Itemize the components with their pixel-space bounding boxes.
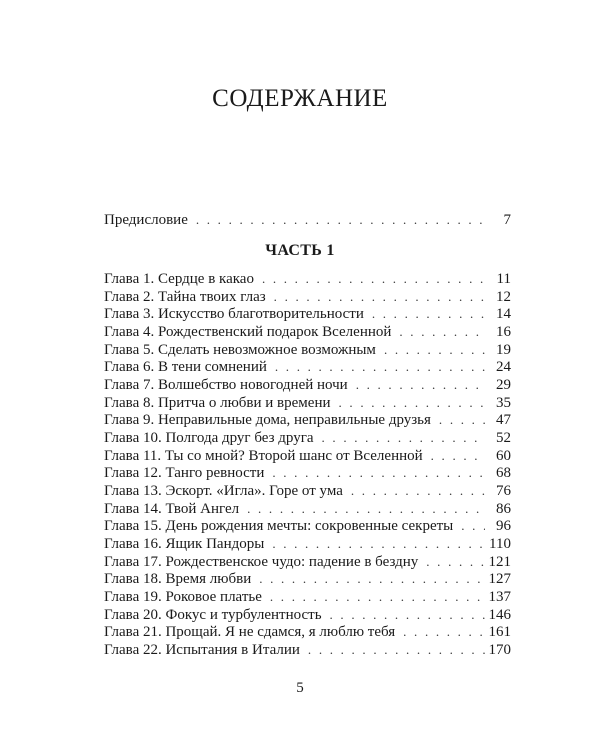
toc-entry-label: Глава 14. Твой Ангел <box>104 499 247 519</box>
part-heading: ЧАСТЬ 1 <box>265 242 335 259</box>
toc-entry-page: 146 <box>488 606 511 623</box>
toc-entry-page: 137 <box>488 589 511 605</box>
toc-entry-label: Глава 13. Эскорт. «Игла». Горе от ума <box>104 481 351 501</box>
page-number: 5 <box>296 680 304 696</box>
toc-entry-page: 170 <box>488 642 511 658</box>
toc-entry-page: 96 <box>496 518 511 535</box>
toc-entry-label: Глава 20. Фокус и турбулентность <box>104 605 330 625</box>
toc-entry-label: Глава 12. Танго ревности <box>104 463 272 483</box>
toc-entry-chapter <box>104 640 511 660</box>
toc-entry-label: Глава 6. В тени сомнений <box>104 357 275 377</box>
toc-entry-label: Глава 9. Неправильные дома, неправильные друзья <box>104 410 439 430</box>
toc-entry-label: Глава 4. Рождественский подарок Вселенной <box>104 322 399 342</box>
toc-entry-page: 16 <box>496 324 511 340</box>
toc-entry-label: Глава 22. Испытания в Италии <box>104 640 308 660</box>
toc-entry-label: Глава 1. Сердце в какао <box>104 269 262 289</box>
toc-entry-page: 110 <box>489 536 511 552</box>
toc-entry-preface <box>104 210 511 230</box>
toc-entry-page: 60 <box>496 447 511 464</box>
toc-entry-label: Глава 21. Прощай. Я не сдамся, я люблю тебя <box>104 622 403 642</box>
toc-entry-page: 121 <box>488 553 511 570</box>
toc-entry-page: 12 <box>496 288 511 305</box>
toc-entry-page: 7 <box>503 212 511 228</box>
toc-entry-label: Глава 18. Время любви <box>104 569 259 589</box>
toc-entry-page: 47 <box>496 412 511 429</box>
toc-entry-page: 86 <box>496 500 511 517</box>
dot-leader <box>196 210 485 230</box>
toc-entry-page: 19 <box>496 341 511 358</box>
toc-entry-page: 14 <box>496 306 511 323</box>
toc-entry-label: Глава 16. Ящик Пандоры <box>104 534 272 554</box>
toc-entry-label: Глава 3. Искусство благотворительности <box>104 304 372 324</box>
toc-entry-label: Глава 5. Сделать невозможное возможным <box>104 340 384 360</box>
toc-entry-page: 29 <box>496 377 511 393</box>
toc-entry-label: Глава 10. Полгода друг без друга <box>104 428 322 448</box>
toc-entry-label: Глава 17. Рождественское чудо: падение в бездну <box>104 552 426 572</box>
toc-entry-page: 127 <box>488 571 511 588</box>
dot-leader <box>308 640 485 660</box>
toc-entry-page: 52 <box>496 430 511 446</box>
toc-entry-page: 76 <box>496 483 511 499</box>
toc-entry-label: Глава 11. Ты со мной? Второй шанс от Вселенной <box>104 446 431 466</box>
toc-entry-label: Глава 15. День рождения мечты: сокровенные секреты <box>104 516 461 536</box>
page-title: СОДЕРЖАНИЕ <box>212 85 388 112</box>
toc-entry-label: Глава 19. Роковое платье <box>104 587 270 607</box>
toc-entry-label: Глава 7. Волшебство новогодней ночи <box>104 375 356 395</box>
toc-entry-label: Глава 2. Тайна твоих глаз <box>104 287 274 307</box>
toc-entry-page: 24 <box>496 359 511 376</box>
toc-entry-page: 35 <box>496 394 511 411</box>
toc-entry-label: Глава 8. Притча о любви и времени <box>104 393 339 413</box>
toc-entry-page: 161 <box>488 624 511 641</box>
toc-entry-label: Предисловие <box>104 210 196 230</box>
toc-entry-page: 11 <box>496 271 511 287</box>
toc-entry-page: 68 <box>496 465 511 482</box>
